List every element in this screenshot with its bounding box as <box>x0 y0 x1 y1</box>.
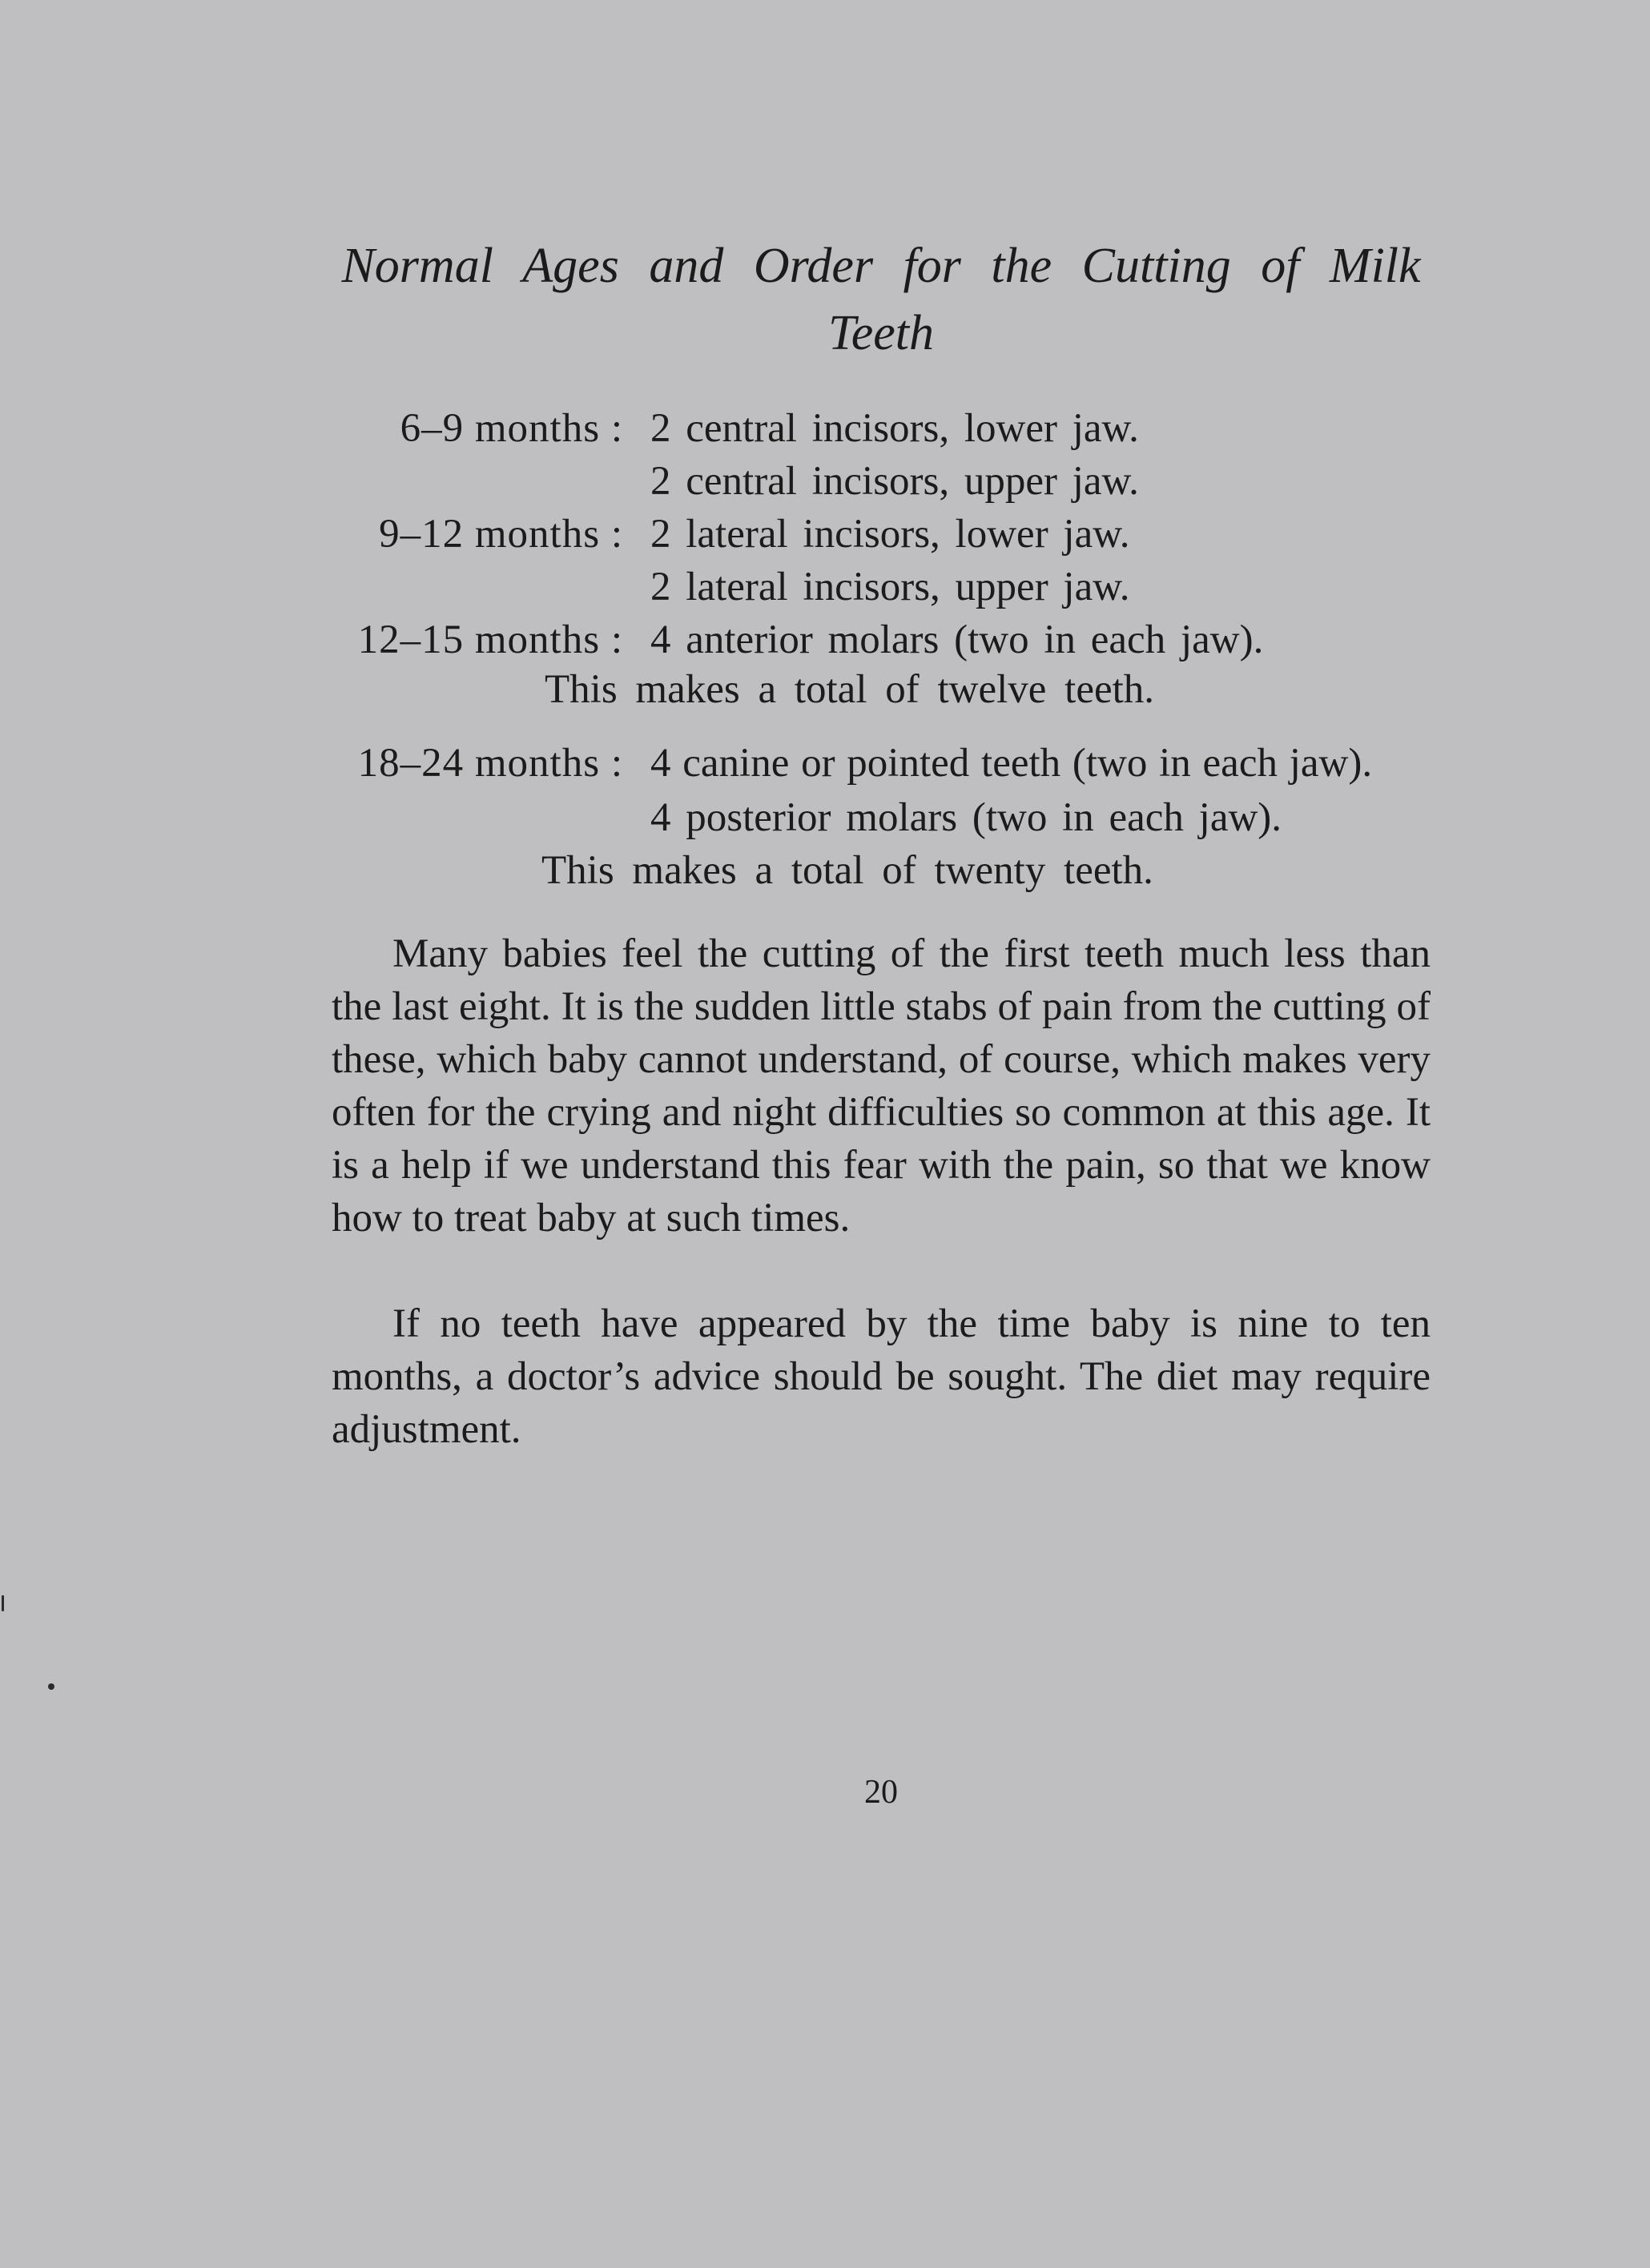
scan-speck <box>2 1595 4 1611</box>
table-row-age: 9–12 months : <box>379 512 623 557</box>
body-paragraph: Many babies feel the cutting of the first teeth much less than the last eight. It is the sudden little stabs of pain from the cutting of these, which baby cannot understand, of course, which makes very often for the crying and night difficulties so common at this age. It is a help if we understand this fear with the pain, so that we know how to treat baby at such times. <box>332 931 1431 1241</box>
table-row-age: 12–15 months : <box>357 617 623 662</box>
table-total: This makes a total of twenty teeth. <box>541 848 1153 893</box>
table-row-age: 18–24 months : <box>357 741 623 786</box>
body-paragraph: If no teeth have appeared by the time baby is nine to ten months, a doctor’s advice should be sought. The diet may require adjustment. <box>332 1301 1431 1452</box>
table-row-desc: 2 lateral incisors, lower jaw. <box>650 512 1130 557</box>
table-row-age: 6–9 months : <box>400 406 623 451</box>
page-title-line-1: Normal Ages and Order for the Cutting of Milk <box>341 239 1421 293</box>
table-row-desc: 2 central incisors, lower jaw. <box>650 406 1139 451</box>
table-row-desc: 2 lateral incisors, upper jaw. <box>650 565 1130 609</box>
table-row-desc: 4 posterior molars (two in each jaw). <box>650 795 1282 840</box>
page-number: 20 <box>864 1774 898 1811</box>
table-row-desc: 2 central incisors, upper jaw. <box>650 459 1139 504</box>
table-row-desc: 4 canine or pointed teeth (two in each jaw). <box>650 741 1373 786</box>
page-title-line-2: Teeth <box>827 306 935 360</box>
table-total: This makes a total of twelve teeth. <box>545 667 1155 712</box>
scan-speck <box>48 1683 54 1690</box>
table-row-desc: 4 anterior molars (two in each jaw). <box>650 617 1264 662</box>
